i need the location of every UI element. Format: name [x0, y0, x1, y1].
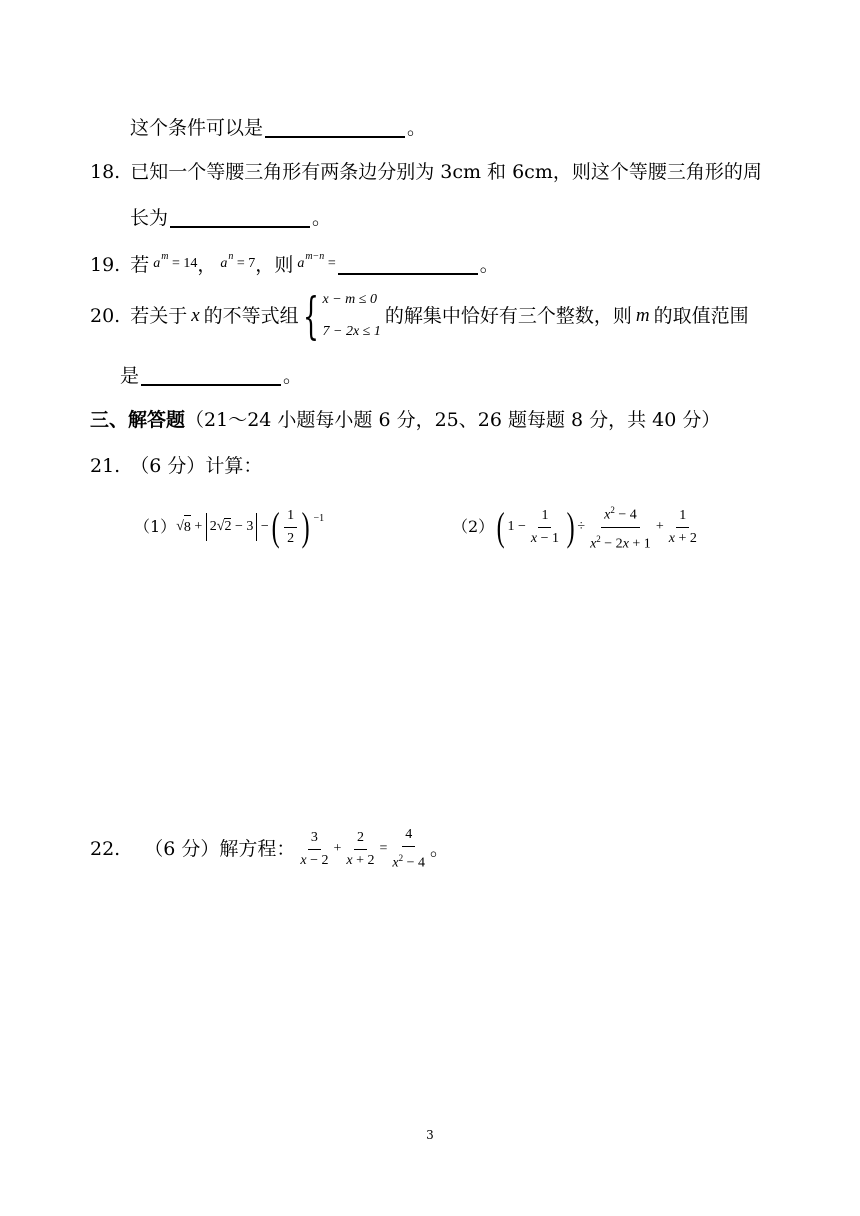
q19-number: 19.	[90, 253, 121, 276]
q20-mid: 的不等式组	[203, 305, 299, 327]
q20-var-x: x	[191, 305, 200, 326]
q20-number: 20.	[90, 305, 121, 327]
q19-sep1: ，	[197, 253, 217, 276]
q17-end: 。	[407, 117, 427, 139]
section3-title: 三、解答题	[90, 409, 186, 431]
q19-expr1: $a^m = 14$	[153, 251, 198, 271]
q22-text: （6 分）解方程：	[144, 838, 296, 860]
q19-mid: 则	[274, 253, 294, 276]
q20-line2	[120, 364, 302, 388]
q19-answer-blank[interactable]	[338, 255, 478, 275]
q20-pre: 若关于	[130, 305, 188, 327]
q21-part2-label: （2）	[452, 517, 495, 536]
q22-line	[90, 826, 449, 872]
q22-end: 。	[430, 838, 450, 860]
q20-end: 。	[283, 365, 303, 387]
q17-answer-blank[interactable]	[265, 118, 405, 138]
q17-text: 这个条件可以是	[130, 117, 264, 139]
page-number: 3	[426, 1128, 434, 1142]
q17-line	[130, 116, 426, 140]
q19-pre: 若	[130, 253, 150, 276]
q21-part1-expr: √ 8 + 2√2 − 3 − ( $\frac{1}{2}$ ) −1	[176, 504, 325, 549]
q18-text2: 长为	[130, 207, 169, 229]
inequality-system	[323, 284, 381, 348]
q19-end: 。	[479, 253, 499, 276]
q21-text: （6 分）计算：	[130, 455, 263, 477]
q20-post: 的解集中恰好有三个整数，则	[384, 305, 632, 327]
q18-answer-blank[interactable]	[170, 208, 310, 228]
q19-expr2: $a^n = 7$	[220, 251, 256, 271]
inequality-brace: {	[302, 287, 319, 345]
section3-note: （21～24 小题每小题 6 分，25、26 题每题 8 分，共 40 分）	[185, 409, 721, 431]
q21-line	[90, 454, 262, 478]
q20-text2: 是	[120, 365, 140, 387]
q20-answer-blank[interactable]	[141, 366, 281, 386]
q21-part2	[452, 504, 702, 552]
inequality-row1: x − m ≤ 0	[322, 292, 377, 307]
inequality-row2: 7 − 2x ≤ 1	[322, 324, 381, 339]
q19-sep2: ，	[255, 253, 275, 276]
q20-post2: 的取值范围	[653, 305, 749, 327]
q18-line1	[90, 160, 762, 184]
q21-number: 21.	[90, 455, 121, 477]
q19-expr3: $a^{m-n}$ =	[297, 251, 336, 271]
q22-equation: $\frac{3}{x - 2}$ + $\frac{2}{x + 2}$ = $\frac{4}{x^2 - 4}$	[300, 826, 426, 871]
section3-header	[90, 408, 720, 432]
q21-part2-expr: ( 1 − $\frac{1}{x - 1}$ ) ÷ $\frac{x^2 - 4}{x^2 - 2x + 1}$ + $\frac{1}{x + 2}$	[494, 501, 702, 553]
q18-end: 。	[312, 207, 332, 229]
q20-var-m: m	[635, 305, 650, 326]
q22-number: 22.	[90, 838, 121, 860]
q21-part1-label: （1）	[134, 517, 177, 536]
q19-line	[90, 252, 499, 277]
q21-part1	[134, 505, 324, 549]
q20-line1	[90, 288, 749, 344]
q18-number: 18.	[90, 161, 121, 183]
q18-text1: 已知一个等腰三角形有两条边分别为 3cm 和 6cm，则这个等腰三角形的周	[130, 161, 762, 183]
q18-line2	[130, 206, 331, 230]
